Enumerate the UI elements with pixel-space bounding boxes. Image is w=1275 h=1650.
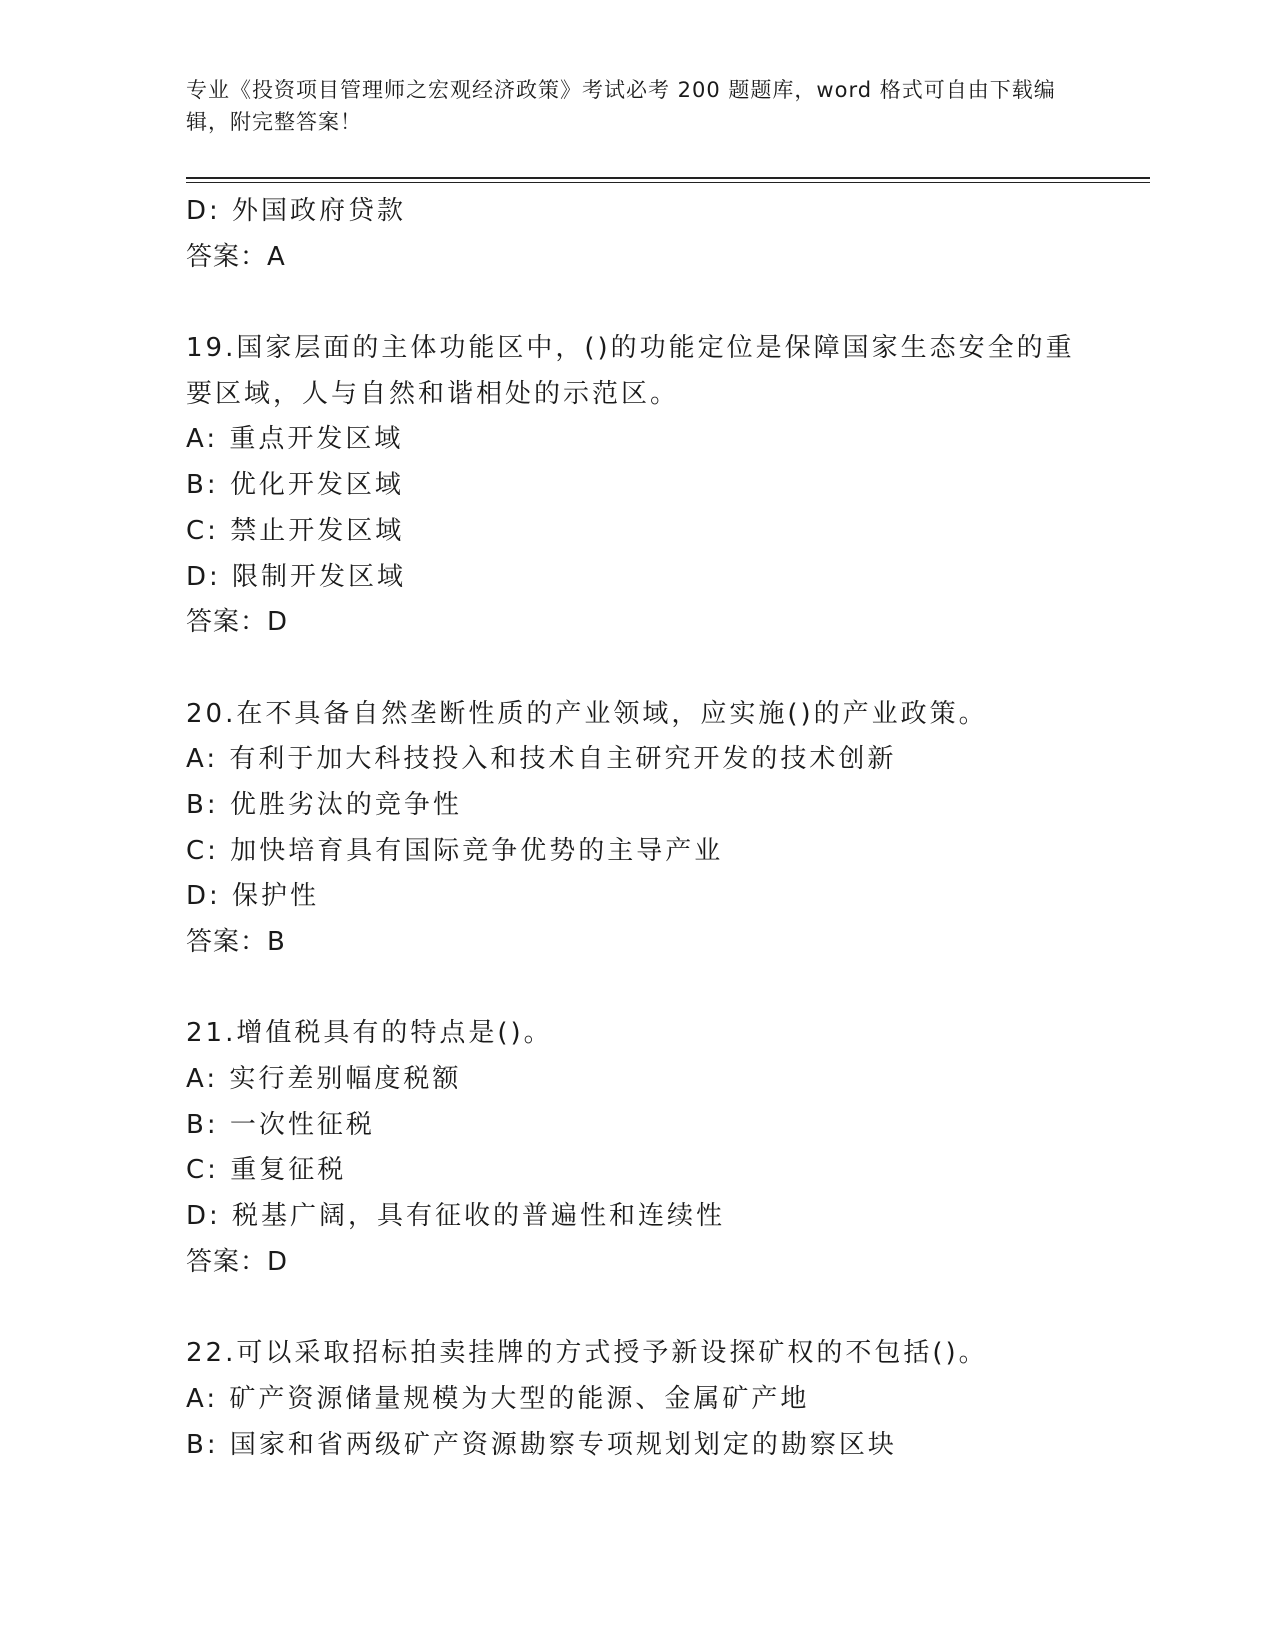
answer-line	[186, 600, 1086, 646]
answer-label: 答案：	[186, 927, 268, 957]
option-text: 优胜劣汰的竞争性	[229, 789, 462, 820]
option-letter: D:	[186, 881, 221, 912]
question-text: 国家层面的主体功能区中，()的功能定位是保障国家生态安全的重	[236, 333, 1075, 364]
option-letter: A:	[186, 1064, 219, 1095]
answer-value: D	[267, 1246, 289, 1277]
spacer	[186, 280, 1086, 326]
document-header: 专业《投资项目管理师之宏观经济政策》考试必考 200 题题库，word 格式可自由下载编辑，附完整答案！	[186, 78, 1056, 134]
option-line	[186, 463, 1086, 509]
option-text: 保护性	[232, 881, 320, 912]
question-number: 19.	[186, 333, 237, 364]
option-letter: C:	[186, 1155, 219, 1186]
option-text: 重复征税	[230, 1155, 347, 1186]
option-letter: B:	[186, 470, 219, 501]
answer-value: B	[267, 927, 286, 957]
question-text: 在不具备自然垄断性质的产业领域，应实施()的产业政策。	[236, 698, 988, 729]
answer-label: 答案：	[186, 607, 268, 638]
option-text: 国家和省两级矿产资源勘察专项规划划定的勘察区块	[229, 1429, 897, 1460]
question-text: 可以采取招标拍卖挂牌的方式授予新设探矿权的不包括()。	[236, 1338, 988, 1369]
option-text: 矿产资源储量规模为大型的能源、金属矿产地	[229, 1383, 810, 1414]
option-line	[186, 829, 1086, 875]
question-line	[186, 326, 1086, 372]
spacer	[186, 1286, 1086, 1332]
option-text: 税基广阔，具有征收的普遍性和连续性	[232, 1201, 726, 1232]
header-rule-thin	[186, 182, 1150, 183]
answer-value: D	[267, 607, 289, 638]
option-text: 优化开发区域	[229, 470, 404, 501]
answer-label: 答案：	[186, 241, 268, 272]
option-line	[186, 417, 1086, 463]
question-content	[186, 189, 1086, 1468]
question-line	[186, 372, 1086, 418]
option-text: 一次性征税	[229, 1109, 375, 1140]
question-line	[186, 1011, 1086, 1057]
question-text: 增值税具有的特点是()。	[236, 1018, 553, 1049]
option-letter: C:	[186, 835, 219, 866]
option-line	[186, 555, 1086, 601]
option-text: 加快培育具有国际竞争优势的主导产业	[230, 835, 724, 866]
question-line	[186, 692, 1086, 738]
question-line	[186, 1331, 1086, 1377]
option-line	[186, 1103, 1086, 1149]
question-number: 21.	[186, 1018, 237, 1049]
answer-label: 答案：	[186, 1246, 268, 1277]
option-line	[186, 1377, 1086, 1423]
option-line	[186, 1194, 1086, 1240]
option-text: 外国政府贷款	[232, 196, 407, 226]
spacer	[186, 646, 1086, 692]
option-letter: C:	[186, 515, 219, 546]
option-letter: B:	[186, 1109, 219, 1140]
answer-line	[186, 235, 1086, 281]
option-letter: D:	[186, 561, 221, 592]
option-letter: D:	[186, 196, 221, 226]
question-number: 20.	[186, 698, 237, 729]
option-line	[186, 1423, 1086, 1469]
answer-line	[186, 1240, 1086, 1286]
option-text: 禁止开发区域	[230, 515, 405, 546]
option-text: 实行差别幅度税额	[229, 1064, 462, 1095]
option-text: 限制开发区域	[232, 561, 407, 592]
option-line	[186, 783, 1086, 829]
option-letter: A:	[186, 1383, 219, 1414]
option-letter: D:	[186, 1201, 221, 1232]
answer-value: A	[267, 241, 286, 272]
question-number: 22.	[186, 1338, 237, 1369]
option-letter: A:	[186, 424, 219, 455]
option-line	[186, 737, 1086, 783]
option-line	[186, 1148, 1086, 1194]
option-text: 重点开发区域	[229, 424, 404, 455]
option-line	[186, 874, 1086, 920]
option-line	[186, 189, 1086, 235]
option-letter: A:	[186, 744, 219, 775]
option-letter: B:	[186, 789, 219, 820]
option-text: 有利于加大科技投入和技术自主研究开发的技术创新	[229, 744, 897, 775]
option-line	[186, 509, 1086, 555]
spacer	[186, 966, 1086, 1012]
answer-line	[186, 920, 1086, 966]
question-text: 要区域，人与自然和谐相处的示范区。	[186, 378, 680, 409]
header-rule-thick	[186, 177, 1150, 179]
option-line	[186, 1057, 1086, 1103]
option-letter: B:	[186, 1429, 219, 1460]
